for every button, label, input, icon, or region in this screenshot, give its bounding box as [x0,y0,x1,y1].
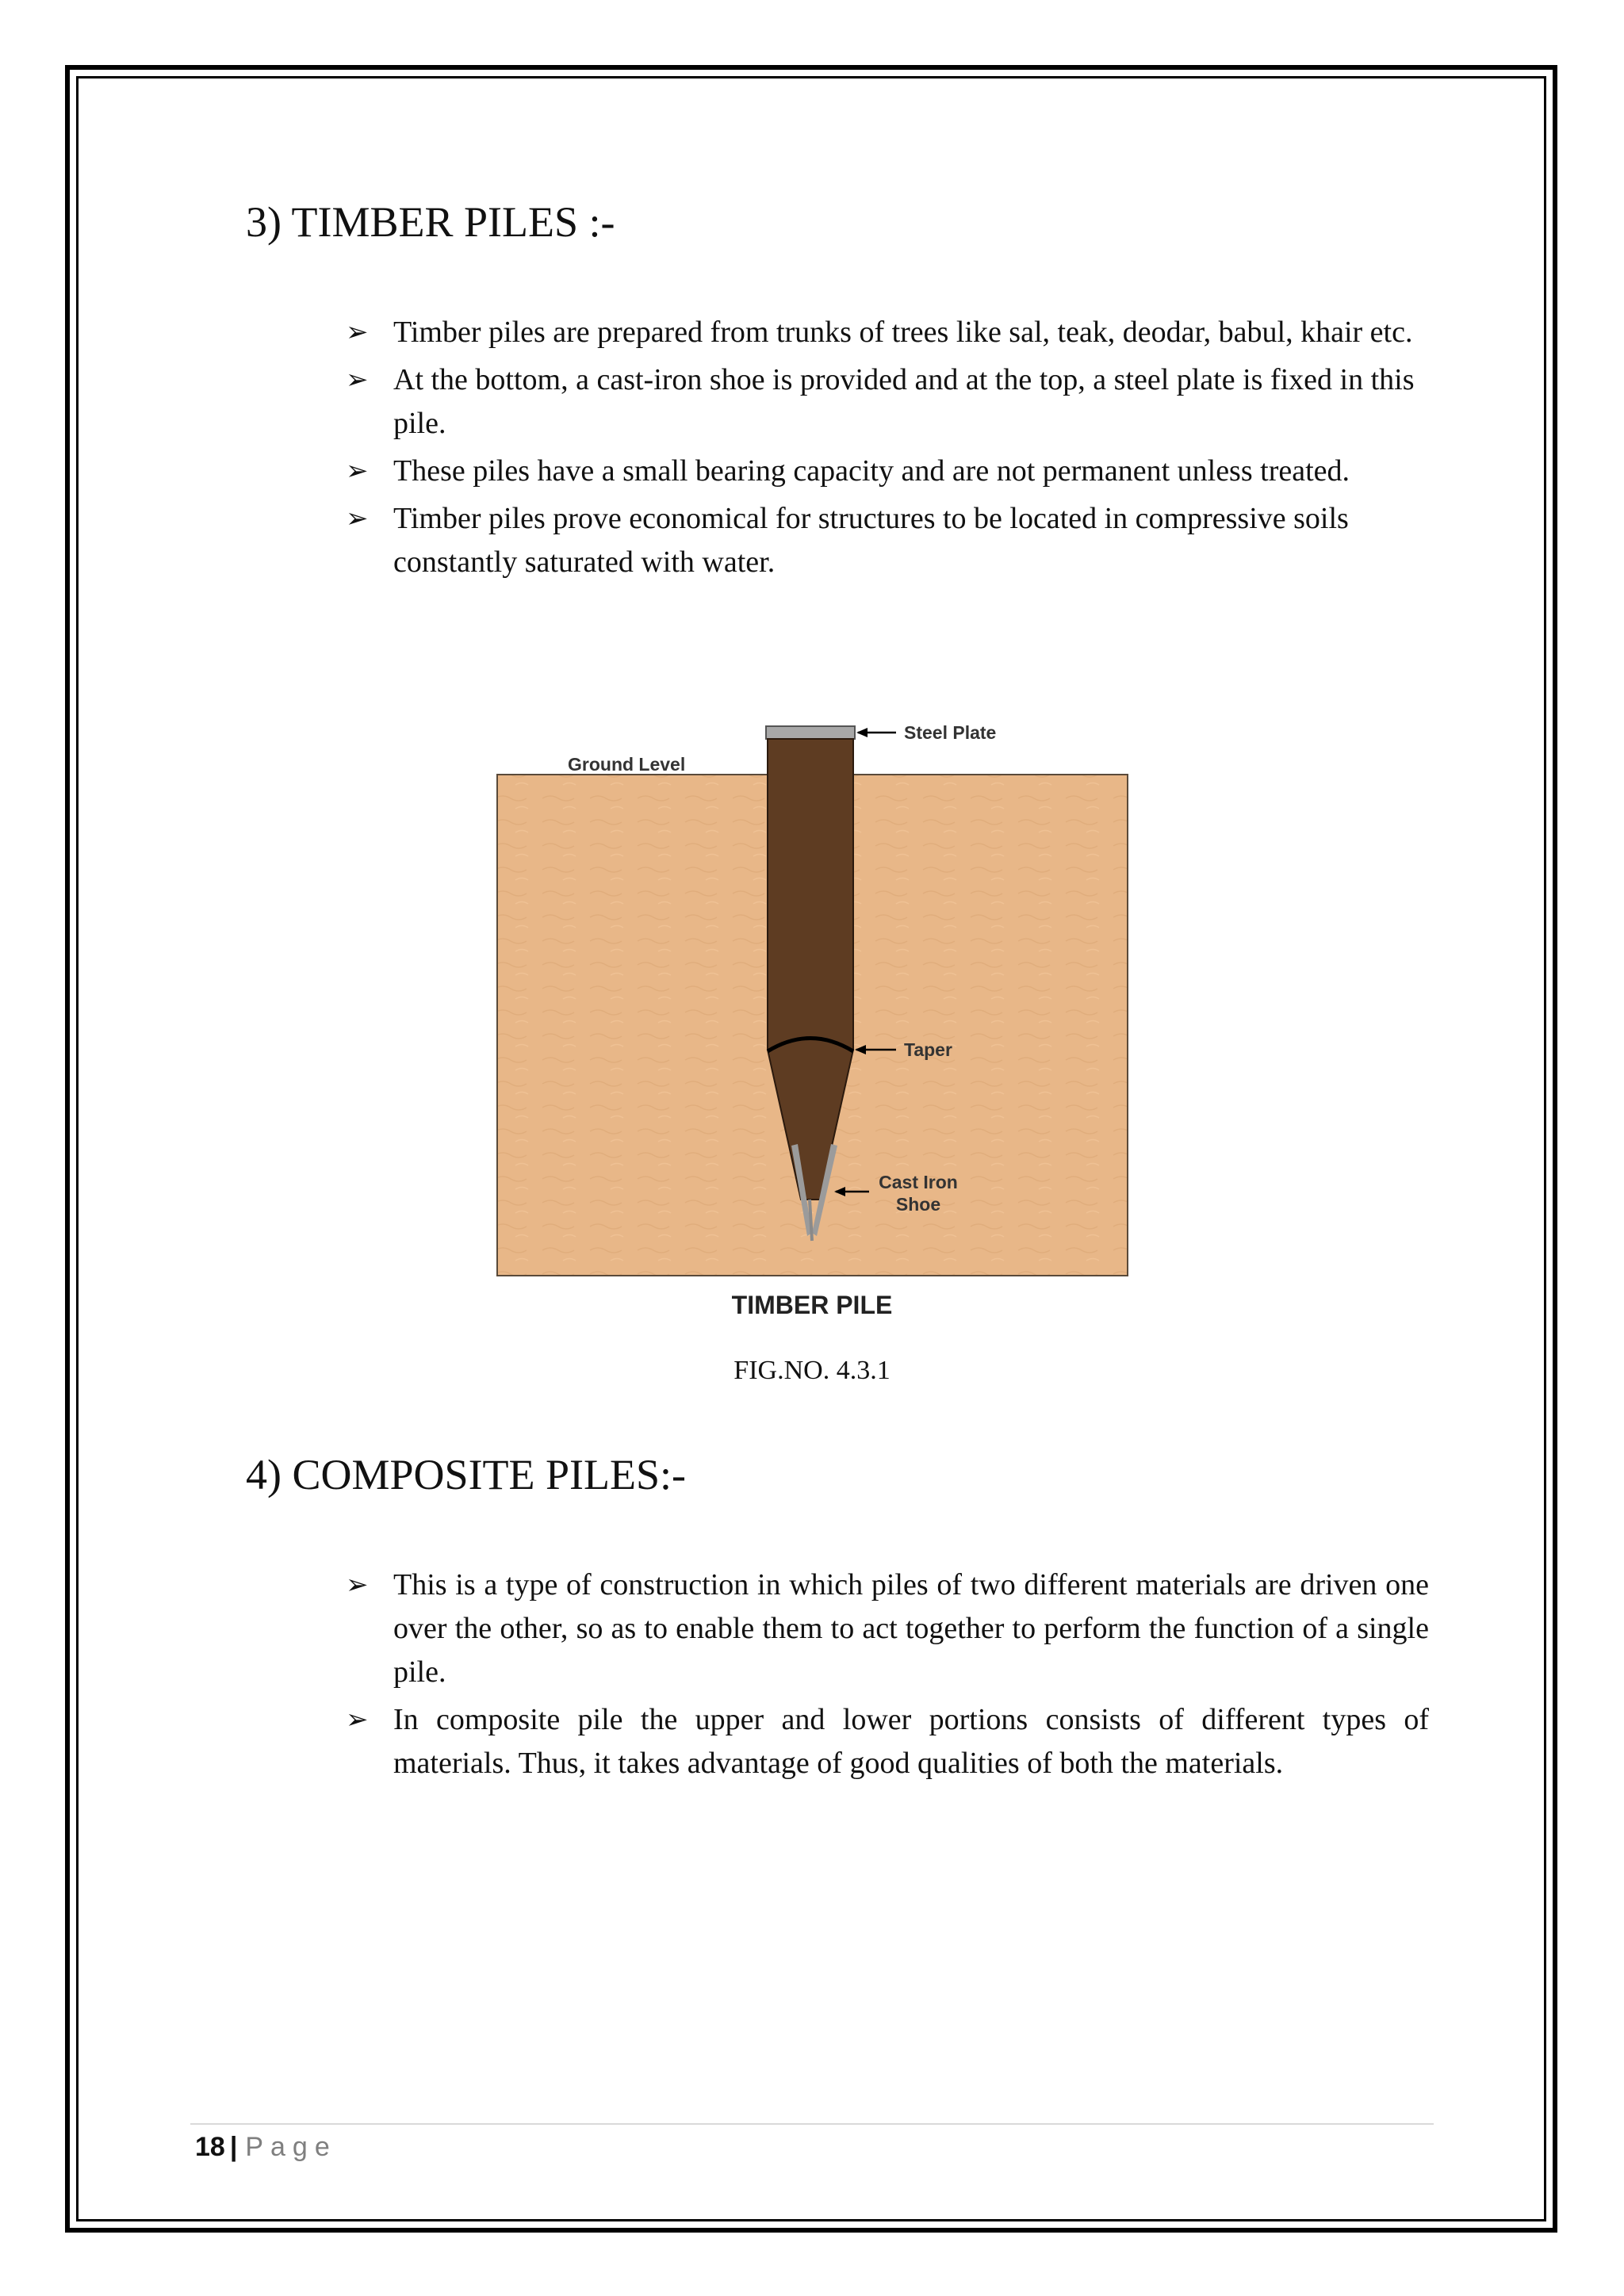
taper-label: Taper [904,1039,952,1060]
composite-piles-list [341,1563,1429,1789]
list-item [341,311,1429,354]
steel-plate-arrow [856,728,896,737]
arrowhead-bullet-icon: ➢ [346,316,369,348]
list-item [341,1563,1429,1694]
page-label: Page [245,2132,337,2162]
list-item-text: Timber piles are prepared from trunks of trees like sal, teak, deodar, babul, khair etc. [393,316,1413,349]
arrowhead-bullet-icon: ➢ [346,503,369,534]
list-item-text: In composite pile the upper and lower portions consists of different types of materials. Thus, it takes advantage of good qualities of both the materials. [393,1703,1429,1780]
page-footer [195,2130,337,2164]
arrowhead-bullet-icon: ➢ [346,1569,369,1601]
list-item-text: At the bottom, a cast-iron shoe is provided and at the top, a steel plate is fixed in this pile. [393,363,1415,440]
timber-piles-heading: 3) TIMBER PILES :- [246,198,615,246]
cast-iron-label-line1: Cast Iron [879,1172,958,1192]
list-item [341,450,1429,493]
arrowhead-bullet-icon: ➢ [346,364,369,396]
footer-separator: | [229,2132,238,2162]
steel-plate-label: Steel Plate [904,722,997,743]
figure-caption: FIG.NO. 4.3.1 [733,1356,891,1385]
list-item [341,497,1429,584]
list-item [341,358,1429,446]
cast-iron-label-line2: Shoe [895,1194,941,1215]
figure-title: TIMBER PILE [731,1291,893,1319]
timber-pile-diagram [492,718,1134,1332]
arrowhead-bullet-icon: ➢ [346,1704,369,1735]
list-item-text: Timber piles prove economical for structures to be located in compressive soils constantly saturated with water. [393,502,1349,579]
list-item-text: These piles have a small bearing capacity and are not permanent unless treated. [393,454,1350,488]
list-item [341,1698,1429,1785]
steel-plate [766,726,855,739]
ground-level-label: Ground Level [568,754,686,775]
arrowhead-bullet-icon: ➢ [346,455,369,487]
composite-piles-heading: 4) COMPOSITE PILES:- [246,1451,687,1498]
timber-piles-list [341,311,1429,588]
list-item-text: This is a type of construction in which piles of two different materials are driven one over the other, so as to enable them to act together to perform the function of a single pile. [393,1568,1429,1689]
timber-pile-figure [492,718,1134,1332]
footer-divider [190,2123,1434,2125]
page-number: 18 [195,2132,225,2162]
